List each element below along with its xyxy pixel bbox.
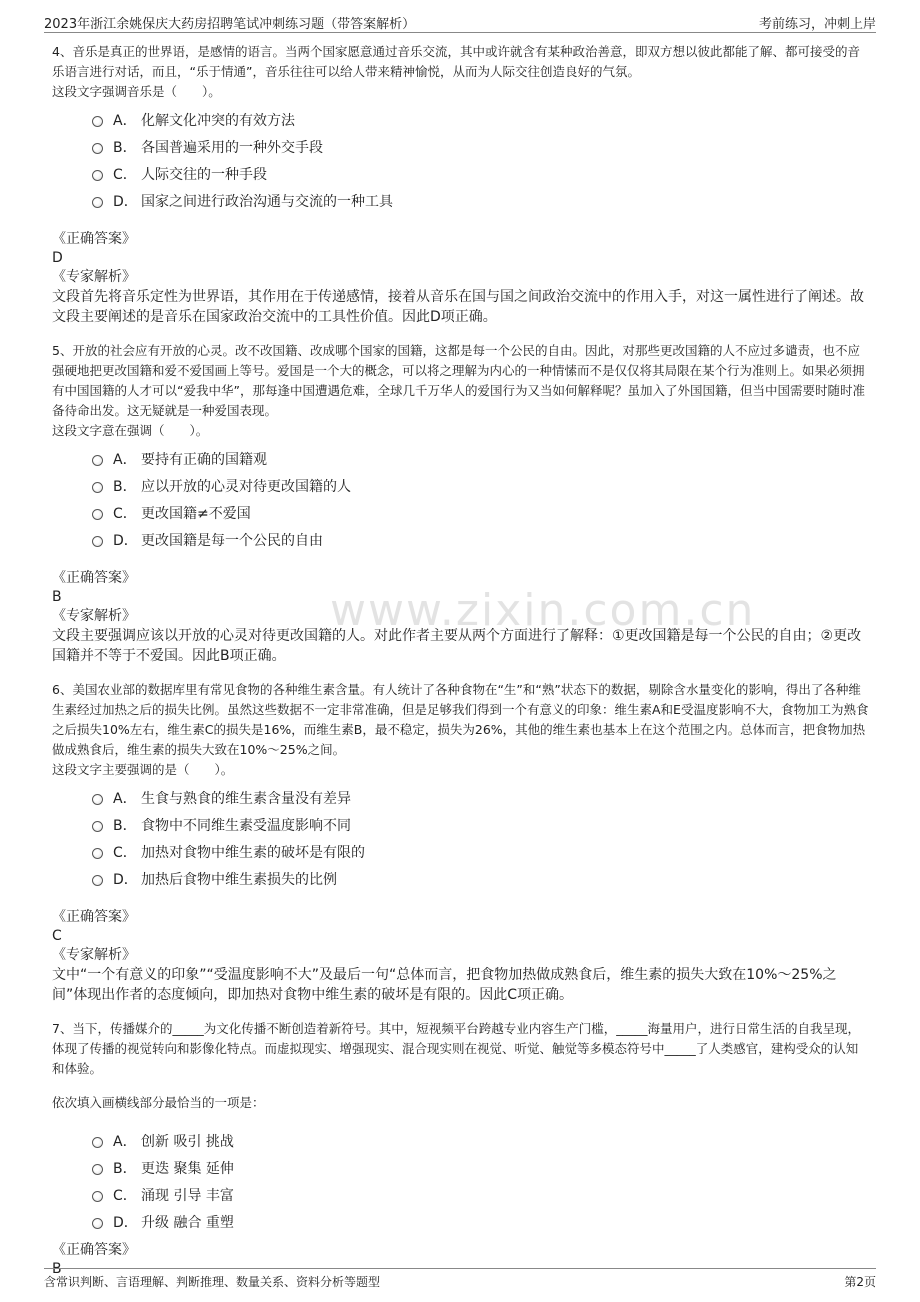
answer-heading: 《正确答案》 bbox=[52, 570, 136, 586]
option-a[interactable]: A． 化解文化冲突的有效方法 bbox=[92, 106, 870, 133]
radio-icon[interactable] bbox=[92, 116, 103, 127]
analysis-heading: 《专家解析》 bbox=[52, 269, 136, 285]
option-b[interactable]: B． 更迭 聚集 延伸 bbox=[92, 1154, 870, 1181]
option-c[interactable]: C． 涌现 引导 丰富 bbox=[92, 1181, 870, 1208]
analysis-text: 文段首先将音乐定性为世界语，其作用在于传递感情，接着从音乐在国与国之间政治交流中的作用入手，对这一属性进行了阐述。故文段主要阐述的是音乐在国家政治交流中的工具性价值。因此D项正确。 bbox=[52, 289, 864, 325]
radio-icon[interactable] bbox=[92, 536, 103, 547]
answer-value: C bbox=[52, 928, 62, 944]
question-text: 4、音乐是真正的世界语，是感情的语言。当两个国家愿意通过音乐交流，其中或许就含有某种政治善意，即双方想以彼此都能了解、都可接受的音乐语言进行对话，而且，“乐于情通”，音乐往往可以给人带来精神愉悦，从而为人际交往创造良好的气氛。 bbox=[52, 44, 860, 79]
radio-icon[interactable] bbox=[92, 821, 103, 832]
page-footer bbox=[44, 1268, 876, 1291]
option-a[interactable]: A． 要持有正确的国籍观 bbox=[92, 445, 870, 472]
option-list bbox=[92, 1127, 870, 1235]
question-5 bbox=[52, 341, 870, 666]
option-c[interactable]: C． 更改国籍≠不爱国 bbox=[92, 499, 870, 526]
option-list bbox=[92, 445, 870, 553]
option-a[interactable]: A． 生食与熟食的维生素含量没有差异 bbox=[92, 784, 870, 811]
question-text: 6、美国农业部的数据库里有常见食物的各种维生素含量。有人统计了各种食物在“生”和“熟”状态下的数据，剔除含水量变化的影响，得出了各种维生素经过加热之后的损失比例。虽然这些数据不一定非常准确，但是足够我们得到一个有意义的印象：维生素A和E受温度影响不大，食物加工为熟食之后损失10%左右，维生素C的损失是16%，而维生素B，最不稳定，损失为26%，其他的维生素也基本上在这个范围之内。总体而言，把食物加热做成熟食后，维生素的损失大致在10%～25%之间。 bbox=[52, 682, 869, 757]
answer-value: D bbox=[52, 250, 63, 266]
radio-icon[interactable] bbox=[92, 1137, 103, 1148]
option-d[interactable]: D． 加热后食物中维生素损失的比例 bbox=[92, 865, 870, 892]
radio-icon[interactable] bbox=[92, 509, 103, 520]
question-list bbox=[52, 42, 870, 1279]
radio-icon[interactable] bbox=[92, 1218, 103, 1229]
analysis-text: 文中“一个有意义的印象”“受温度影响不大”及最后一句“总体而言，把食物加热做成熟食后，维生素的损失大致在10%～25%之间”体现出作者的态度倾向，即加热对食物中维生素的破坏是有限的。因此C项正确。 bbox=[52, 967, 837, 1003]
question-prompt: 这段文字主要强调的是（ ）。 bbox=[52, 762, 234, 777]
radio-icon[interactable] bbox=[92, 455, 103, 466]
answer-heading: 《正确答案》 bbox=[52, 231, 136, 247]
option-list bbox=[92, 106, 870, 214]
option-b[interactable]: B． 食物中不同维生素受温度影响不同 bbox=[92, 811, 870, 838]
option-d[interactable]: D． 国家之间进行政治沟通与交流的一种工具 bbox=[92, 187, 870, 214]
analysis-text: 文段主要强调应该以开放的心灵对待更改国籍的人。对此作者主要从两个方面进行了解释：①更改国籍是每一个公民的自由；②更改国籍并不等于不爱国。因此B项正确。 bbox=[52, 628, 862, 664]
radio-icon[interactable] bbox=[92, 875, 103, 886]
question-4 bbox=[52, 42, 870, 327]
option-c[interactable]: C． 人际交往的一种手段 bbox=[92, 160, 870, 187]
radio-icon[interactable] bbox=[92, 482, 103, 493]
answer-value: B bbox=[52, 1261, 62, 1277]
page-header bbox=[44, 10, 876, 33]
radio-icon[interactable] bbox=[92, 1191, 103, 1202]
question-text: 5、开放的社会应有开放的心灵。改不改国籍、改成哪个国家的国籍，这都是每一个公民的自由。因此，对那些更改国籍的人不应过多谴责，也不应强硬地把更改国籍和爱不爱国画上等号。爱国是一个大的概念，可以将之理解为内心的一种情愫而不是仅仅将其局限在某个行为准则上。如果必须拥有中国国籍的人才可以“爱我中华”，那每逢中国遭遇危难，全球几千万华人的爱国行为又当如何解释呢？虽加入了外国国籍，但当中国需要时随时准备待命出发。这无疑就是一种爱国表现。 bbox=[52, 343, 865, 418]
question-6 bbox=[52, 680, 870, 1005]
option-d[interactable]: D． 升级 融合 重塑 bbox=[92, 1208, 870, 1235]
option-c[interactable]: C． 加热对食物中维生素的破坏是有限的 bbox=[92, 838, 870, 865]
question-prompt: 依次填入画横线部分最恰当的一项是： bbox=[52, 1095, 265, 1110]
option-a[interactable]: A． 创新 吸引 挑战 bbox=[92, 1127, 870, 1154]
analysis-heading: 《专家解析》 bbox=[52, 947, 136, 963]
radio-icon[interactable] bbox=[92, 170, 103, 181]
answer-heading: 《正确答案》 bbox=[52, 909, 136, 925]
document-title: 2023年浙江余姚保庆大药房招聘笔试冲刺练习题（带答案解析） bbox=[44, 17, 416, 32]
radio-icon[interactable] bbox=[92, 197, 103, 208]
question-prompt: 这段文字强调音乐是（ ）。 bbox=[52, 84, 221, 99]
question-7 bbox=[52, 1019, 870, 1279]
question-text: 7、当下，传播媒介的_____为文化传播不断创造着新符号。其中，短视频平台跨越专业内容生产门槛，_____海量用户，进行日常生活的自我呈现，体现了传播的视觉转向和影像化特点。而虚拟现实、增强现实、混合现实则在视觉、听觉、触觉等多模态符号中_____了人类感官，建构受众的认知和体验。 bbox=[52, 1021, 860, 1076]
answer-heading: 《正确答案》 bbox=[52, 1242, 136, 1258]
page-number: 第2页 bbox=[844, 1275, 876, 1289]
footer-categories: 含常识判断、言语理解、判断推理、数量关系、资料分析等题型 bbox=[44, 1275, 381, 1289]
option-list bbox=[92, 784, 870, 892]
radio-icon[interactable] bbox=[92, 794, 103, 805]
watermark: www.zixin.com.cn bbox=[330, 585, 756, 636]
radio-icon[interactable] bbox=[92, 1164, 103, 1175]
radio-icon[interactable] bbox=[92, 848, 103, 859]
radio-icon[interactable] bbox=[92, 143, 103, 154]
analysis-heading: 《专家解析》 bbox=[52, 608, 136, 624]
option-b[interactable]: B． 各国普遍采用的一种外交手段 bbox=[92, 133, 870, 160]
option-b[interactable]: B． 应以开放的心灵对待更改国籍的人 bbox=[92, 472, 870, 499]
answer-value: B bbox=[52, 589, 62, 605]
question-prompt: 这段文字意在强调（ ）。 bbox=[52, 423, 209, 438]
header-slogan: 考前练习，冲刺上岸 bbox=[758, 17, 876, 32]
option-d[interactable]: D． 更改国籍是每一个公民的自由 bbox=[92, 526, 870, 553]
